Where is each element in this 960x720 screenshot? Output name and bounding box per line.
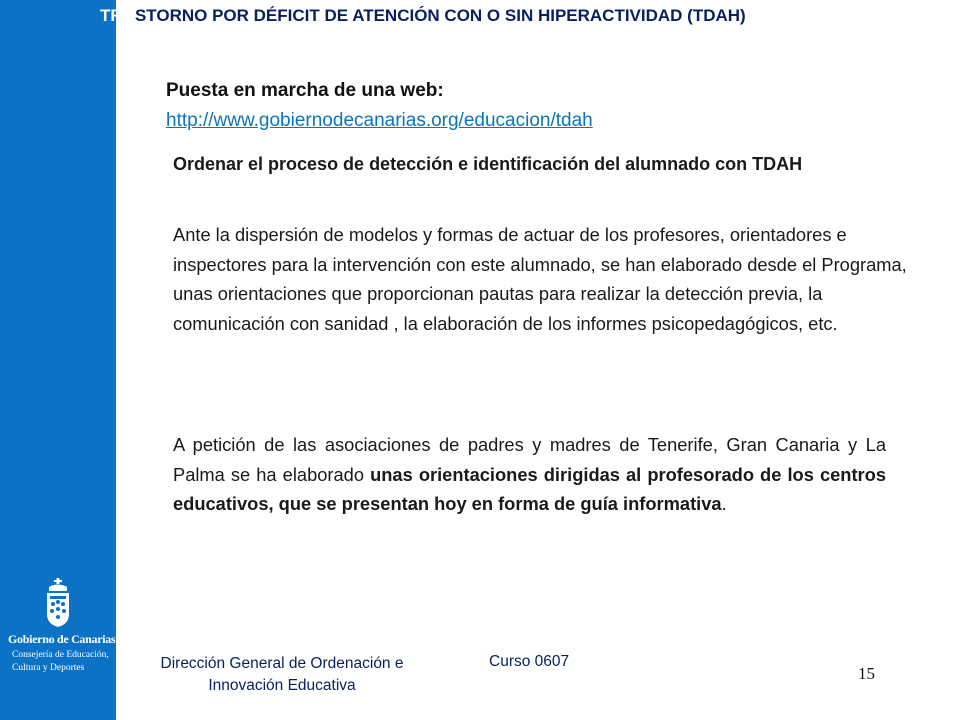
- page-title: [100, 6, 900, 26]
- gobierno-canarias-logo: [8, 578, 116, 688]
- web-heading: Puesta en marcha de una web:: [166, 80, 444, 101]
- paragraph-detection: Ante la dispersión de modelos y formas de actuar de los profesores, orientadores e inspectores para la intervención con este alumnado, se han elaborado desde el Programa, unas orientaciones que proporcionan pautas para realizar la detección previa, la comunicación con sanidad , la elaboración de los informes psicopedagógicos, etc.: [173, 224, 907, 334]
- paragraph-guide-plain: A petición de las asociaciones de padres y madres de Tenerife, Gran Canaria y La Palma se ha elaborado: [173, 434, 886, 485]
- paragraph-guide-end: .: [721, 493, 727, 514]
- section-heading: Ordenar el proceso de detección e identificación del alumnado con TDAH: [173, 154, 803, 174]
- paragraph-guide-bold: unas orientaciones dirigidas al profesorado de los centros educativos, que se presentan hoy en forma de guía informativa: [173, 463, 886, 514]
- logo-subtitle-2: Cultura y Deportes: [12, 663, 85, 673]
- web-link[interactable]: http://www.gobiernodecanarias.org/educacion/tdah: [166, 110, 593, 131]
- footer-department: Dirección General de Ordenación e Innovación Educativa: [160, 655, 404, 694]
- logo-subtitle-1: Consejería de Educación,: [12, 650, 109, 660]
- paragraph-guide: [173, 430, 886, 519]
- page-title-prefix: TRA: [100, 6, 135, 25]
- footer-course: Curso 0607: [489, 653, 570, 670]
- coat-of-arms-icon: [44, 578, 72, 628]
- page-title-rest: STORNO POR DÉFICIT DE ATENCIÓN CON O SIN HIPERACTIVIDAD (TDAH): [134, 6, 746, 25]
- page-number: 15: [858, 664, 875, 683]
- logo-name: Gobierno de Canarias: [8, 632, 116, 646]
